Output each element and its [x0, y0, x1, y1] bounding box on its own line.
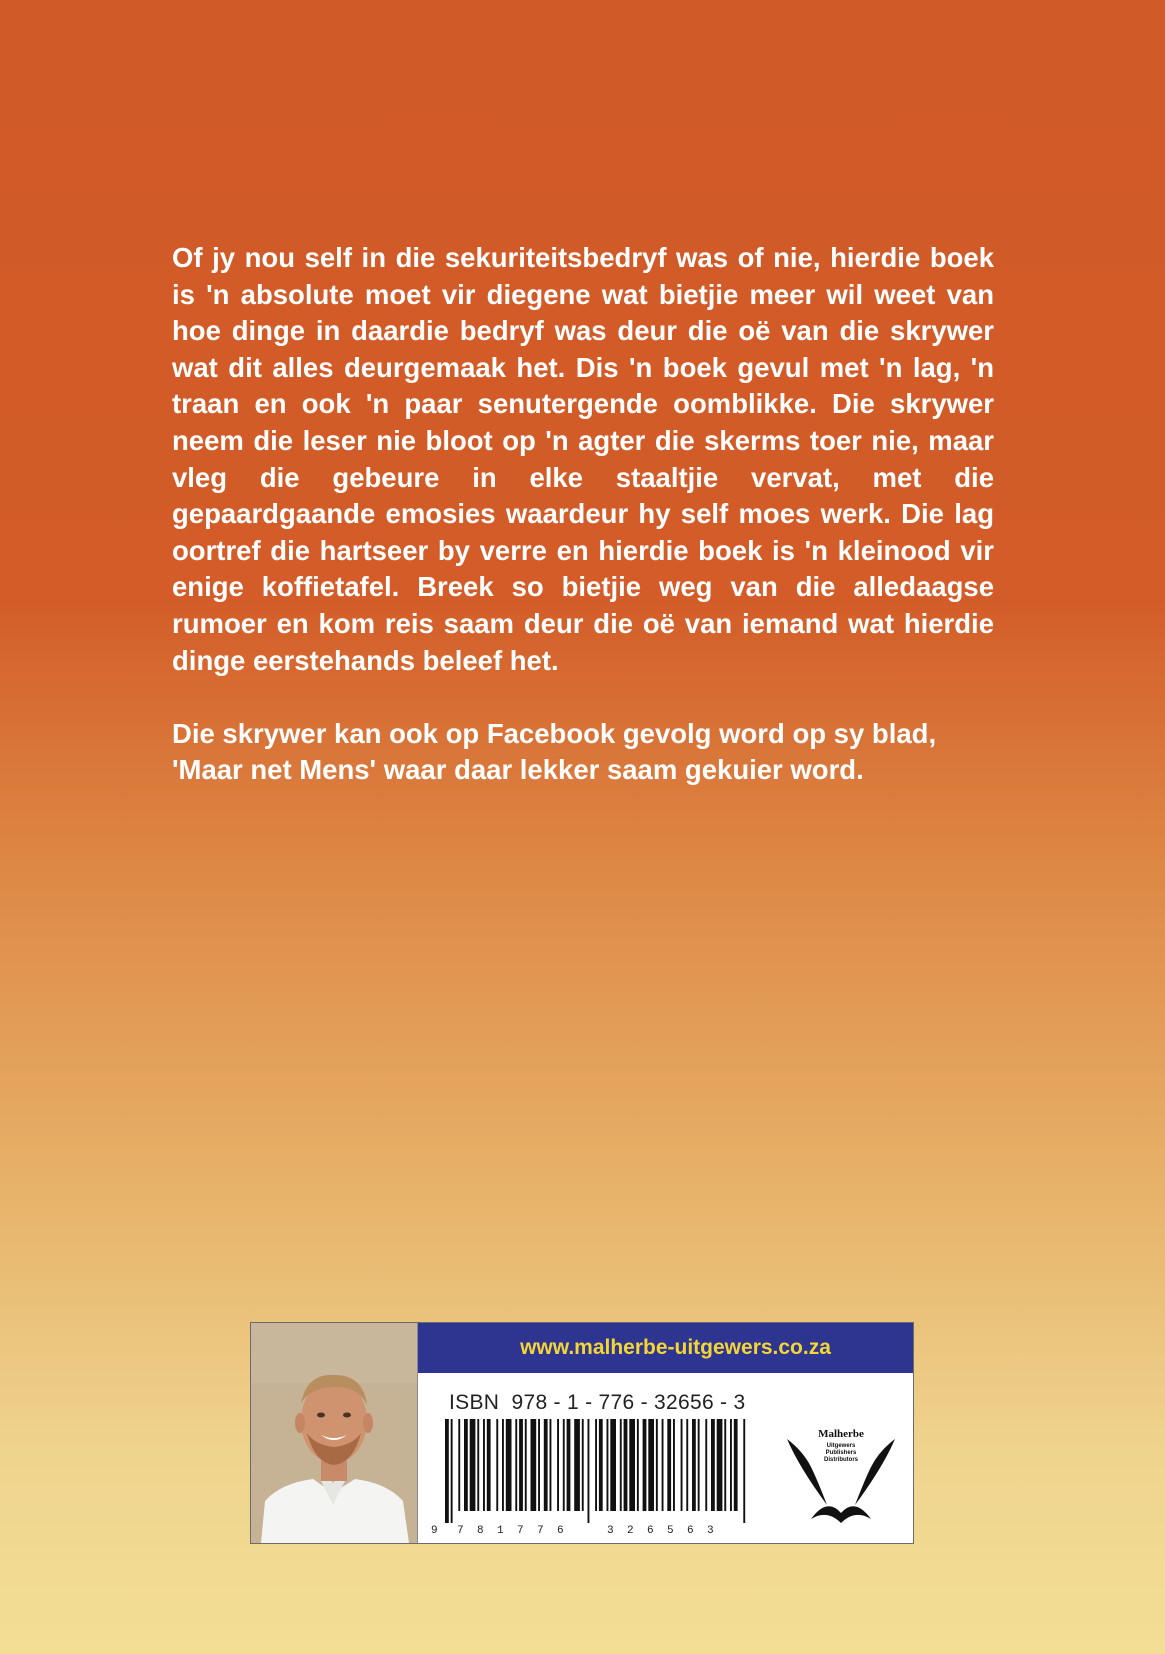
barcode-digit: 1 — [497, 1525, 504, 1535]
logo-title: Malherbe — [818, 1428, 864, 1440]
logo-line-2: Publishers — [825, 1450, 857, 1456]
barcode-bar — [599, 1419, 603, 1511]
barcode-bar — [588, 1419, 590, 1523]
barcode-bar — [470, 1419, 476, 1511]
barcode-bar — [525, 1419, 527, 1511]
isbn-number: ISBN 978 - 1 - 776 - 32656 - 3 — [449, 1391, 746, 1414]
logo-line-3: Distributors — [823, 1457, 859, 1463]
barcode-bar — [567, 1419, 571, 1511]
barcode-bar — [557, 1419, 559, 1511]
logo-line-1: Uitgewers — [826, 1443, 856, 1449]
barcode-bar — [662, 1419, 664, 1511]
barcode-bar — [607, 1419, 609, 1511]
barcode-bar — [629, 1419, 635, 1511]
barcode-bar — [711, 1419, 715, 1511]
barcode-digit: 7 — [517, 1525, 524, 1535]
barcode-digit: 9 — [431, 1525, 438, 1535]
left-quill-icon — [787, 1439, 827, 1505]
barcode-bar — [502, 1419, 504, 1511]
barcode-bar — [487, 1419, 491, 1511]
barcode-bar — [515, 1419, 517, 1511]
barcode-digit: 3 — [607, 1525, 614, 1535]
barcode-bar — [595, 1419, 597, 1511]
barcode-bar — [531, 1419, 537, 1511]
barcode-bar — [681, 1419, 683, 1511]
barcode-digit: 6 — [647, 1525, 654, 1535]
barcode-bar — [730, 1419, 732, 1511]
barcode-bar — [692, 1419, 696, 1511]
right-quill-icon — [855, 1439, 895, 1505]
barcode-bar — [648, 1419, 654, 1511]
author-photo — [251, 1323, 418, 1543]
barcode-digit: 7 — [457, 1525, 464, 1535]
barcode-bar — [544, 1419, 548, 1511]
barcode-bar — [445, 1419, 449, 1523]
barcode-bar — [483, 1419, 485, 1511]
barcode-bar — [451, 1419, 453, 1523]
barcode-digit: 2 — [627, 1525, 634, 1535]
barcode-bar — [686, 1419, 688, 1511]
barcode-bar — [717, 1419, 723, 1511]
barcode-digit: 3 — [707, 1525, 714, 1535]
barcode-bar — [574, 1419, 580, 1511]
barcode-bar — [656, 1419, 658, 1511]
barcode-bar — [643, 1419, 647, 1511]
barcode-digit: 7 — [537, 1525, 544, 1535]
barcode-bar — [582, 1419, 584, 1511]
barcode-bar — [563, 1419, 565, 1511]
barcode-bar — [673, 1419, 675, 1511]
barcode-bar — [464, 1419, 468, 1511]
publisher-info-box — [250, 1322, 914, 1544]
barcode-bar — [519, 1419, 523, 1511]
barcode-bar — [705, 1419, 707, 1511]
barcode-bar — [506, 1419, 512, 1511]
barcode-bar — [667, 1419, 671, 1511]
barcode-bar — [624, 1419, 628, 1511]
blurb-paragraph-2: Die skrywer kan ook op Facebook gevolg word op sy blad, 'Maar net Mens' waar daar lekker saam gekuier word. — [172, 717, 937, 786]
blurb-paragraph-1: Of jy nou self in die sekuriteitsbedryf was of nie, hierdie boek is 'n absolute moet vir diegene wat bietjie meer wil weet van hoe dinge in daardie bedryf was deur die oë van die skrywer wat dit alles deurgemaak het. Dis 'n boek gevul met 'n lag, 'n traan en ook 'n paar senutergende oomblikke. Die skrywer neem die leser nie bloot op 'n agter die skerms toer nie, maar vleg die gebeure in elke staaltjie vervat, met die gepaardgaande emosies waardeur hy self moes werk. Die lag oortref die hartseer by verre en hierdie boek is 'n kleinood vir enige koffietafel. Breek so bietjie weg van die alledaagse rumoer en kom reis saam deur die oë van iemand wat hierdie dinge eerstehands beleef het. — [172, 242, 994, 676]
barcode-bar — [734, 1419, 738, 1511]
barcode-bar — [724, 1419, 726, 1511]
barcode-bar — [538, 1419, 540, 1511]
malherbe-logo — [781, 1427, 901, 1527]
barcode-bar — [620, 1419, 622, 1511]
barcode-digit: 6 — [557, 1525, 564, 1535]
barcode-bar — [458, 1419, 460, 1511]
barcode-bar — [496, 1419, 498, 1511]
barcode-bar — [610, 1419, 616, 1511]
barcode-bar — [698, 1419, 700, 1511]
barcode-bar — [550, 1419, 552, 1511]
barcode-bar — [477, 1419, 479, 1511]
barcode-digit: 6 — [687, 1525, 694, 1535]
back-cover-blurb — [172, 240, 994, 789]
barcode-digit: 5 — [667, 1525, 674, 1535]
barcode-digit: 8 — [477, 1525, 484, 1535]
publisher-website: www.malherbe-uitgewers.co.za — [418, 1323, 913, 1373]
isbn-barcode — [427, 1419, 757, 1535]
barcode-bar — [743, 1419, 745, 1523]
barcode-bar — [637, 1419, 639, 1511]
